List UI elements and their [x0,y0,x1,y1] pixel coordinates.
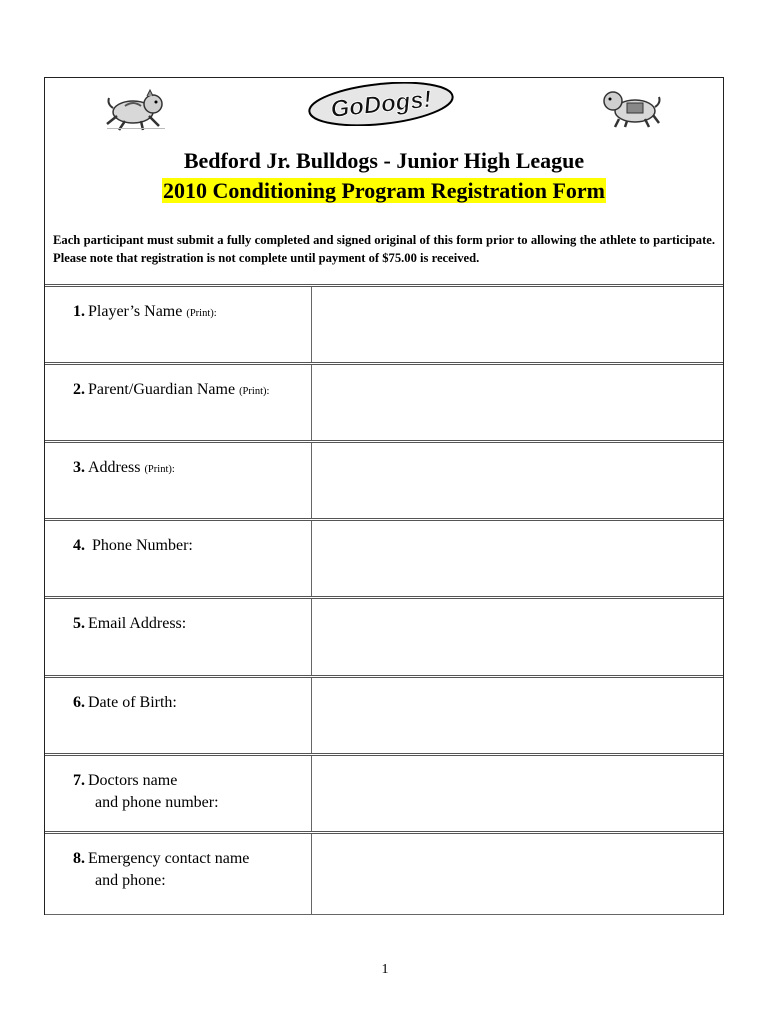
field-label-continued: and phone number: [95,793,219,811]
field-label-cell [45,754,312,832]
field-label: Address [88,459,141,477]
field-number: 7. [73,771,85,789]
field-label-cell [45,676,312,754]
field-label-cell [45,442,312,520]
bulldog-mascot-icon [597,83,663,129]
field-row [45,832,723,914]
field-number: 2. [73,381,85,399]
field-label-cell [45,286,312,364]
form-header [45,78,723,284]
field-number: 8. [73,849,85,867]
field-label-continued: and phone: [95,871,166,889]
field-row [45,754,723,832]
field-row [45,442,723,520]
parent-guardian-name-input[interactable] [312,364,724,442]
field-number: 4. [73,537,85,555]
field-label: Email Address: [88,615,187,633]
date-of-birth-input[interactable] [312,676,724,754]
field-note: (Print): [144,464,175,476]
field-row [45,520,723,598]
form-frame [44,77,724,915]
field-label: Doctors name [88,771,178,789]
field-row [45,676,723,754]
highlighted-subtitle: 2010 Conditioning Program Registration Form [162,178,605,203]
field-label-cell [45,832,312,914]
field-label: Player’s Name [88,303,183,320]
registration-fields-table [45,284,723,915]
doctor-info-input[interactable] [312,754,724,832]
field-row [45,598,723,676]
field-number: 1. [73,303,85,320]
field-label-cell [45,598,312,676]
field-label: Emergency contact name [88,849,250,867]
godogs-logo [307,82,455,126]
field-note: (Print): [239,386,270,398]
bulldog-mascot-icon [103,86,169,132]
field-label: Date of Birth: [88,693,177,711]
intro-paragraph: Each participant must submit a fully completed and signed original of this form prior to allowing the athlete to participate. Please note that registration is not complete until payment of $75.00 is received. [53,233,715,265]
field-label: Phone Number: [88,537,193,555]
field-label-cell [45,364,312,442]
field-number: 5. [73,615,85,633]
field-note: (Print): [186,308,217,319]
field-number: 3. [73,459,85,477]
field-row [45,286,723,364]
page-number: 1 [381,962,389,977]
page-title: Bedford Jr. Bulldogs - Junior High League [183,148,585,173]
mascot-underline [107,128,165,129]
svg-text:GoDogs!: GoDogs! [329,85,433,124]
field-label-cell [45,520,312,598]
phone-number-input[interactable] [312,520,724,598]
address-input[interactable] [312,442,724,520]
player-name-input[interactable] [312,286,724,364]
field-number: 6. [73,693,85,711]
email-address-input[interactable] [312,598,724,676]
field-row [45,364,723,442]
form-subtitle [45,178,723,204]
field-label: Parent/Guardian Name [88,381,236,399]
emergency-contact-input[interactable] [312,832,724,914]
